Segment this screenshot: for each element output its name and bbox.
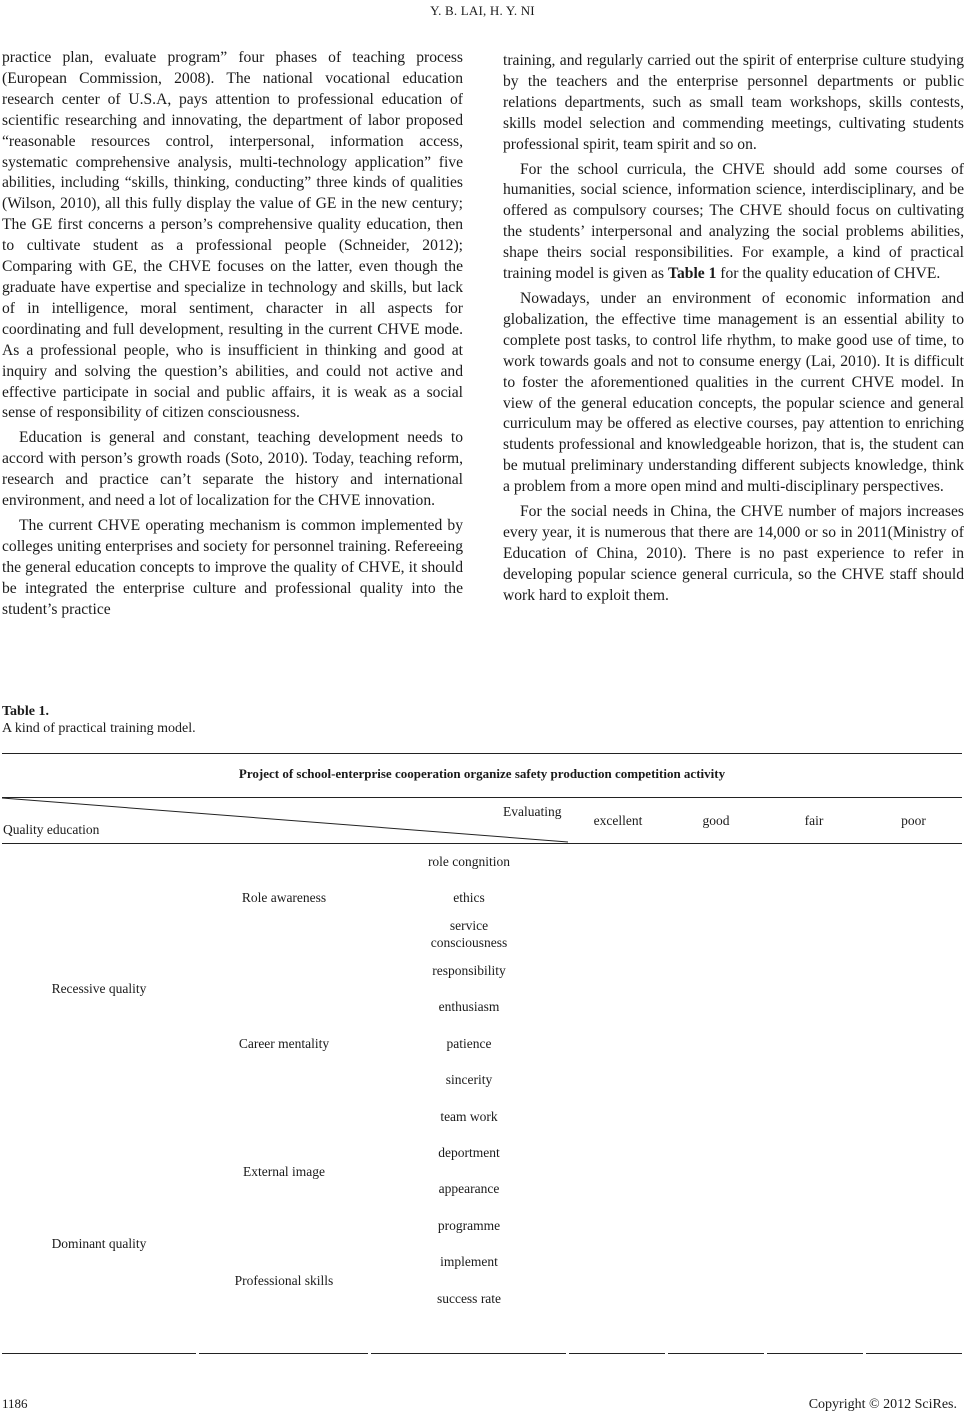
table-label: Table 1. [2,704,49,719]
paragraph: training, and regularly carried out the spirit of enterprise culture studying by the teachers and the enterprise personnel departments or public relations departments, such as small team workshops, skills contests, skills model selection and commending meetings, cultivating students professional spirit, team spirit and so on. [503,52,964,153]
left-column [2,48,463,620]
corner-evaluating: Evaluating [503,804,562,819]
grade-fair: fair [804,813,824,828]
table-caption [2,703,196,737]
item-patience: patience [446,1036,492,1051]
subgroup-professional-skills: Professional skills [234,1273,334,1288]
item-service-consciousness: service consciousness [430,918,508,950]
paragraph [503,160,964,285]
table-title: Project of school-enterprise cooperation organize safety production competition activity [238,766,726,781]
bottom-rule-segment [569,1353,665,1354]
item-success-rate: success rate [436,1291,502,1306]
item-sincerity: sincerity [445,1072,493,1087]
subgroup-career-mentality: Career mentality [238,1036,330,1051]
paragraph: practice plan, evaluate program” four phases of teaching process (European Commission, 2008). The national vocational education research center of U.S.A, pays attention to professional education of scientific researching and innovating, the department of labor proposed “reasonable resources control, interpersonal, information access, systematic comprehensive analysis, multi-technology application” five abilities, including “skills, thinking, conducting” three kinds of qualities (Wilson, 2010), all this fully display the value of GE in the new century; The GE first concerns a person’s comprehensive quality education, then to cultivate student as a professional people (Schneider, 2012); Comparing with GE, the CHVE focuses on the latter, even though the graduate have expertise and specialize in technology and skills, but lack of in intelligence, moral sentiment, character in all aspects for coordinating and full development, resulting in the current CHVE mode. As a professional people, who is insufficient in thinking and good at inquiry and solving the question’s abilities, and could not active and effective participate in social and public affairs, it is weak as a social sense of responsibility of citizen consciousness. [2,49,463,422]
bottom-rule-segment [199,1353,368,1354]
right-column [503,51,964,607]
corner-quality-education: Quality education [3,822,100,837]
group-recessive-quality: Recessive quality [51,981,147,996]
item-implement: implement [440,1254,498,1269]
running-head: Y. B. LAI, H. Y. NI [430,3,535,18]
paragraph: Education is general and constant, teaching development needs to accord with person’s growth roads (Soto, 2010). Today, teaching reform, research and practice can’t separate the history and international environment, and need a lot of localization for the CHVE innovation. [2,429,463,510]
item-role-congnition: role congnition [427,854,511,869]
subgroup-external-image: External image [242,1164,326,1179]
bottom-rule-segment [866,1353,962,1354]
table-caption-text: A kind of practical training model. [2,721,196,736]
copyright: Copyright © 2012 SciRes. [808,1397,957,1412]
grade-poor: poor [901,813,926,828]
paragraph-text: for the quality education of CHVE. [716,265,941,283]
subgroup-role-awareness: Role awareness [241,890,327,905]
item-programme: programme [437,1218,501,1233]
table-body-rule [2,843,962,844]
item-deportment: deportment [438,1145,500,1160]
bottom-rule-segment [371,1353,566,1354]
item-enthusiasm: enthusiasm [438,999,500,1014]
item-responsibility: responsibility [432,963,506,978]
paragraph: The current CHVE operating mechanism is common implemented by colleges uniting enterprises and society for personnel training. Refereeing the general education concepts to improve the quality of CHVE, it should be integrated the enterprise culture and professional quality into the student’s practice [2,516,463,618]
table-reference-link[interactable]: Table 1 [668,265,717,283]
paragraph: Nowadays, under an environment of economic information and globalization, the effective time management is an essential ability to complete post tasks, to control life rhythm, to make good use of time, to work towards goals and not to consume energy (Lai, 2010). It is difficult to foster the aforementioned qualities in the current CHVE model. In view of the general education concepts, the popular science and general curriculum may be offered as elective courses, pay attention to enriching students professional and knowledgeable horizon, that is, the student can be mutual preliminary understanding different subjects knowledge, think a problem from a more open mind and multi-disciplinary perspectives. [503,289,964,496]
grade-excellent: excellent [593,813,643,828]
page-number: 1186 [2,1396,28,1411]
item-team-work: team work [440,1109,498,1124]
bottom-rule-segment [668,1353,764,1354]
group-dominant-quality: Dominant quality [51,1236,147,1251]
grade-good: good [702,813,730,828]
bottom-rule-segment [2,1353,196,1354]
paragraph: For the social needs in China, the CHVE number of majors increases every year, it is numerous that there are 14,000 or so in 2011(Ministry of Education of China, 2010). There is no past experience to refer in developing popular science general curricula, so the CHVE staff should work hard to exploit them. [503,503,964,604]
item-ethics: ethics [453,890,485,905]
bottom-rule-segment [767,1353,863,1354]
table-top-rule [2,753,962,754]
paragraph-text: For the school curricula, the CHVE should add some courses of humanities, social science, information science, interdisciplinary, and be offered as compulsory courses; The CHVE should focus on cultivating the students’ interpersonal and analyzing the social problems abilities, shape theirs social responsibilities. For example, a kind of practical training model is given as [503,160,964,283]
item-appearance: appearance [438,1181,500,1196]
